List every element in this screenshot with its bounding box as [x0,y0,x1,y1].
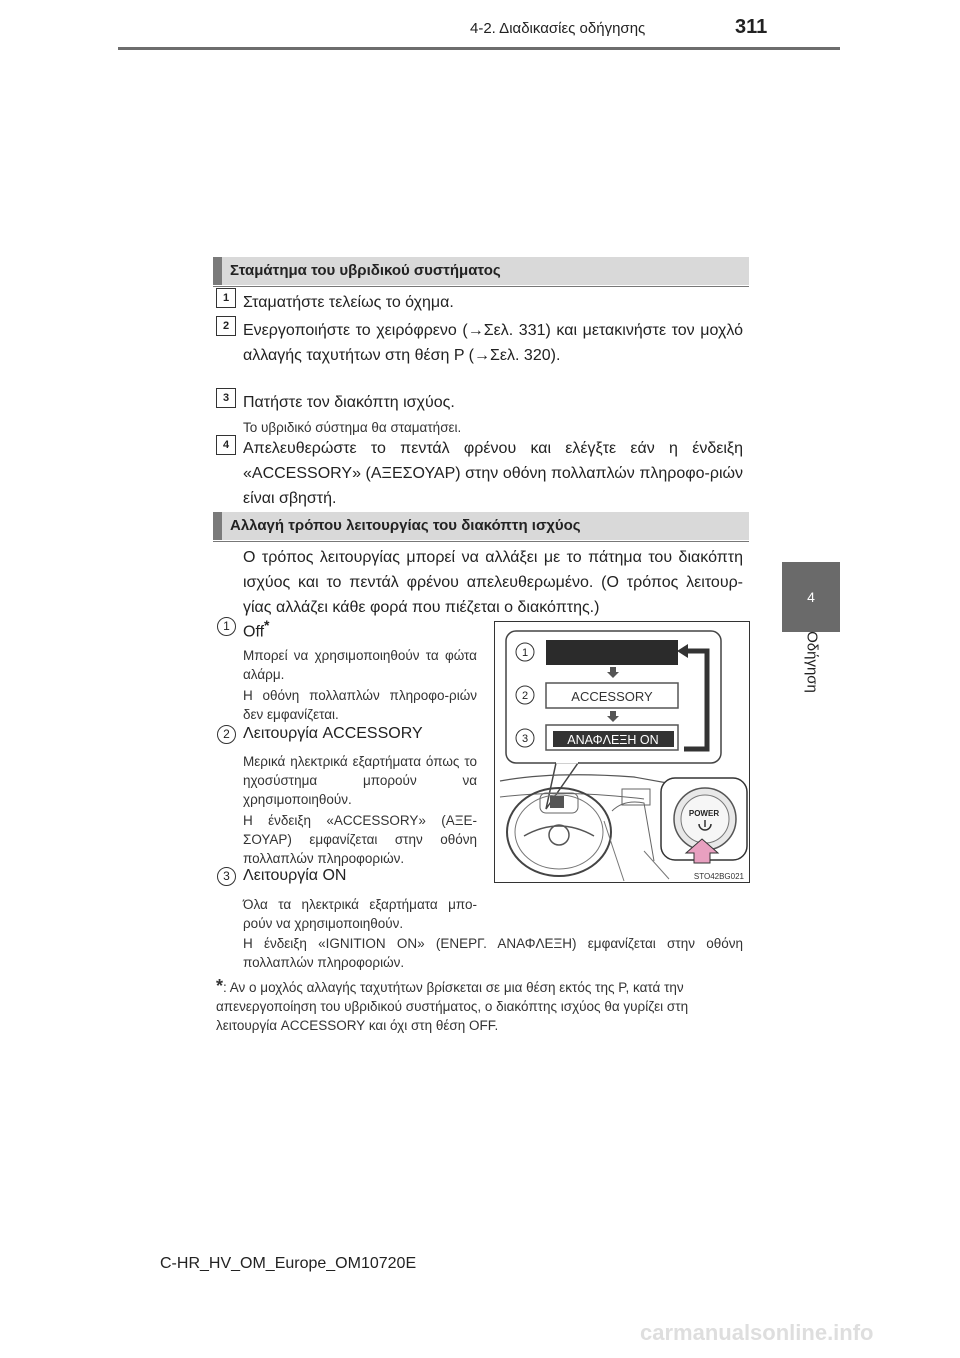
mode-label: Λειτουργία ON [243,867,347,884]
section-rule [213,286,749,287]
section-rule [213,541,749,542]
document-code: C-HR_HV_OM_Europe_OM10720E [160,1255,417,1272]
step-text: Απελευθερώστε το πεντάλ φρένου και ελέγξτε εάν η ένδειξη «ACCESSORY» (ΑΞΕΣΟΥΑΡ) στην οθόνη πολλαπλών πληροφο-ριών είναι σβηστή. [243,440,743,507]
step-number: 1 [216,288,236,308]
mode-number: 3 [217,867,236,886]
figure-code: STO42BG021 [693,872,744,881]
section-heading-power-modes: Αλλαγή τρόπου λειτουργίας του διακόπτη ισχύος [213,512,749,540]
header-rule [118,47,840,50]
mode-number: 1 [217,617,236,636]
mode-description: Όλα τα ηλεκτρικά εξαρτήματα μπο-ρούν να χρησιμοποιηθούν. [243,897,477,931]
power-switch-illustration [494,621,750,883]
figure-label-3: 3 [521,733,529,745]
step-number: 2 [216,316,236,336]
step-note: Το υβριδικό σύστημα θα σταματήσει. [243,420,462,435]
section-intro: Ο τρόπος λειτουργίας μπορεί να αλλάξει με το πάτημα του διακόπτη ισχύος και το πεντάλ φρένου απελευθερωμένο. (Ο τρόπος λειτουρ-γίας αλλάζει κάθε φορά που πιέζεται ο διακόπτης.) [243,549,743,616]
figure-label-2: 2 [521,690,529,702]
watermark: carmanualsonline.info [640,1320,874,1345]
chapter-tab: 4 [782,562,840,632]
step-number: 3 [216,388,236,408]
mode-label: Λειτουργία ACCESSORY [243,725,423,742]
step-number: 4 [216,435,236,455]
header-section-title: 4-2. Διαδικασίες οδήγησης [470,20,646,37]
figure-label-1: 1 [521,647,529,659]
page-number: 311 [735,16,768,38]
step-text: Ενεργοποιήστε το χειρόφρενο (→Σελ. 331) και μετακινήστε τον μοχλό αλλαγής ταχυτήτων στη θέση P (→Σελ. 320). [243,322,743,364]
mode-description: Η οθόνη πολλαπλών πληροφο-ριών δεν εμφανίζεται. [243,688,477,722]
mode-label: Off* [243,617,270,641]
mode-description: Η ένδειξη «ACCESSORY» (ΑΞΕ-ΣΟΥΑΡ) εμφανίζεται στην οθόνη πολλαπλών πληροφοριών. [243,813,477,866]
power-button-text: POWER [688,809,720,818]
chapter-label: Οδήγηση [803,631,821,693]
mode-description: Η ένδειξη «IGNITION ON» (ΕΝΕΡΓ. ΑΝΑΦΛΕΞΗ) εμφανίζεται στην οθόνη πολλαπλών πληροφοριών. [243,936,743,970]
display-accessory-text: ACCESSORY [571,689,653,704]
mode-number: 2 [217,725,236,744]
step-text: Πατήστε τον διακόπτη ισχύος. [243,394,455,411]
display-off [546,640,678,665]
mode-description: Μπορεί να χρησιμοποιηθούν τα φώτα αλάρμ. [243,648,477,682]
mode-description: Μερικά ηλεκτρικά εξαρτήματα όπως το ηχοσύστημα μπορούν να χρησιμοποιηθούν. [243,754,477,807]
footnote: *: Αν ο μοχλός αλλαγής ταχυτήτων βρίσκεται σε μια θέση εκτός της P, κατά την απενεργοποίηση του υβριδικού συστήματος, ο διακόπτης ισχύος θα γυρίζει στη λειτουργία ACCESSORY και όχι στη θέση OFF. [216,976,689,1033]
step-text: Σταματήστε τελείως το όχημα. [243,294,454,311]
section-heading-stop-hybrid: Σταμάτημα του υβριδικού συστήματος [213,257,749,285]
display-ignition-text: ΑΝΑΦΛΕΞΗ ON [567,733,659,747]
